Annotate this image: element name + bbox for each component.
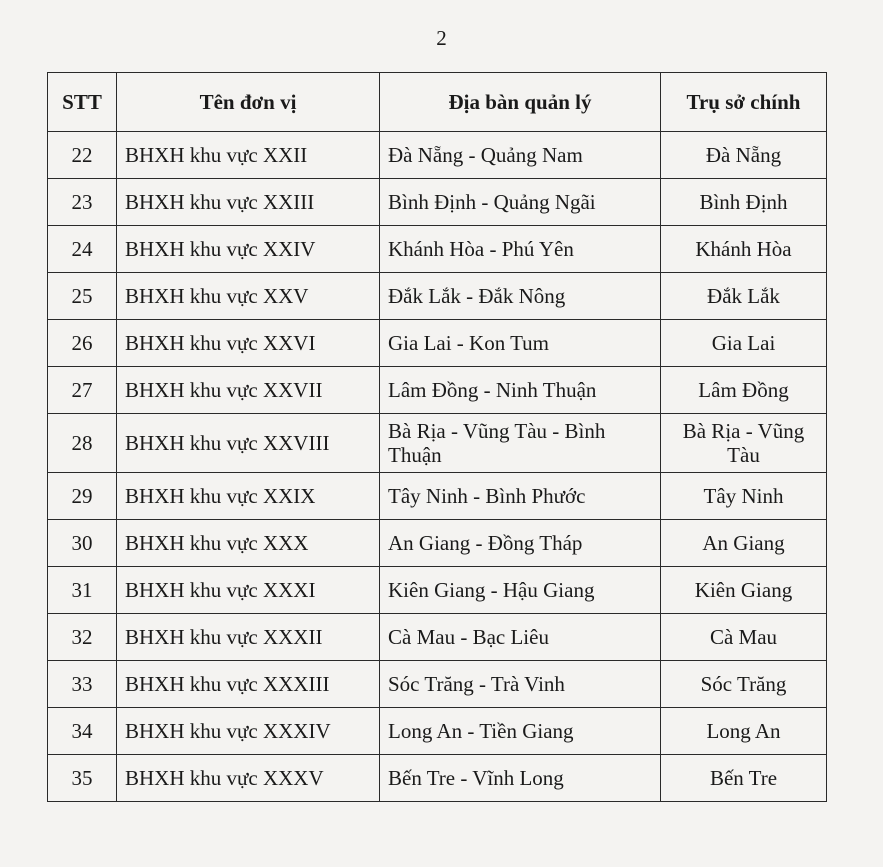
table-row <box>48 614 827 661</box>
cell-stt: 26 <box>48 320 117 367</box>
cell-headquarters: Bến Tre <box>661 755 827 802</box>
table-row <box>48 226 827 273</box>
cell-managed-area: An Giang - Đồng Tháp <box>380 520 661 567</box>
header-managed-area: Địa bàn quản lý <box>380 73 661 132</box>
table-body <box>48 132 827 802</box>
cell-stt: 33 <box>48 661 117 708</box>
cell-unit-name: BHXH khu vực XXX <box>117 520 380 567</box>
cell-managed-area: Long An - Tiền Giang <box>380 708 661 755</box>
cell-managed-area: Bà Rịa - Vũng Tàu - Bình Thuận <box>380 414 661 473</box>
cell-unit-name: BHXH khu vực XXII <box>117 132 380 179</box>
cell-unit-name: BHXH khu vực XXVIII <box>117 414 380 473</box>
cell-unit-name: BHXH khu vực XXIV <box>117 226 380 273</box>
cell-headquarters: Tây Ninh <box>661 473 827 520</box>
table-row <box>48 473 827 520</box>
cell-unit-name: BHXH khu vực XXXI <box>117 567 380 614</box>
table-row <box>48 132 827 179</box>
header-headquarters: Trụ sở chính <box>661 73 827 132</box>
cell-headquarters: Kiên Giang <box>661 567 827 614</box>
cell-unit-name: BHXH khu vực XXXII <box>117 614 380 661</box>
table-row <box>48 320 827 367</box>
cell-managed-area: Bến Tre - Vĩnh Long <box>380 755 661 802</box>
cell-stt: 27 <box>48 367 117 414</box>
cell-managed-area: Đắk Lắk - Đắk Nông <box>380 273 661 320</box>
cell-managed-area: Lâm Đồng - Ninh Thuận <box>380 367 661 414</box>
page-number: 2 <box>436 26 447 50</box>
cell-stt: 25 <box>48 273 117 320</box>
cell-stt: 22 <box>48 132 117 179</box>
cell-unit-name: BHXH khu vực XXXV <box>117 755 380 802</box>
cell-stt: 30 <box>48 520 117 567</box>
table-row <box>48 414 827 473</box>
cell-stt: 29 <box>48 473 117 520</box>
cell-unit-name: BHXH khu vực XXIII <box>117 179 380 226</box>
table-row <box>48 661 827 708</box>
cell-stt: 34 <box>48 708 117 755</box>
cell-unit-name: BHXH khu vực XXV <box>117 273 380 320</box>
cell-stt: 32 <box>48 614 117 661</box>
cell-unit-name: BHXH khu vực XXXIII <box>117 661 380 708</box>
cell-stt: 35 <box>48 755 117 802</box>
cell-managed-area: Kiên Giang - Hậu Giang <box>380 567 661 614</box>
cell-managed-area: Sóc Trăng - Trà Vinh <box>380 661 661 708</box>
cell-stt: 23 <box>48 179 117 226</box>
cell-headquarters: Đà Nẵng <box>661 132 827 179</box>
cell-headquarters: Khánh Hòa <box>661 226 827 273</box>
header-stt: STT <box>48 73 117 132</box>
cell-stt: 31 <box>48 567 117 614</box>
cell-managed-area: Tây Ninh - Bình Phước <box>380 473 661 520</box>
table-row <box>48 179 827 226</box>
cell-headquarters: Gia Lai <box>661 320 827 367</box>
cell-headquarters: Cà Mau <box>661 614 827 661</box>
cell-headquarters: An Giang <box>661 520 827 567</box>
cell-headquarters: Sóc Trăng <box>661 661 827 708</box>
cell-unit-name: BHXH khu vực XXVI <box>117 320 380 367</box>
cell-managed-area: Khánh Hòa - Phú Yên <box>380 226 661 273</box>
table-row <box>48 520 827 567</box>
cell-unit-name: BHXH khu vực XXVII <box>117 367 380 414</box>
table-header-row <box>48 73 827 132</box>
header-unit-name: Tên đơn vị <box>117 73 380 132</box>
table-row <box>48 367 827 414</box>
cell-unit-name: BHXH khu vực XXIX <box>117 473 380 520</box>
cell-managed-area: Cà Mau - Bạc Liêu <box>380 614 661 661</box>
cell-headquarters: Đắk Lắk <box>661 273 827 320</box>
table-row <box>48 273 827 320</box>
cell-stt: 28 <box>48 414 117 473</box>
table-row <box>48 567 827 614</box>
cell-headquarters: Bình Định <box>661 179 827 226</box>
cell-headquarters: Lâm Đồng <box>661 367 827 414</box>
cell-headquarters: Long An <box>661 708 827 755</box>
cell-unit-name: BHXH khu vực XXXIV <box>117 708 380 755</box>
cell-headquarters: Bà Rịa - Vũng Tàu <box>661 414 827 473</box>
table-row <box>48 755 827 802</box>
units-table <box>47 72 827 802</box>
cell-managed-area: Bình Định - Quảng Ngãi <box>380 179 661 226</box>
cell-managed-area: Gia Lai - Kon Tum <box>380 320 661 367</box>
cell-stt: 24 <box>48 226 117 273</box>
cell-managed-area: Đà Nẵng - Quảng Nam <box>380 132 661 179</box>
table-row <box>48 708 827 755</box>
